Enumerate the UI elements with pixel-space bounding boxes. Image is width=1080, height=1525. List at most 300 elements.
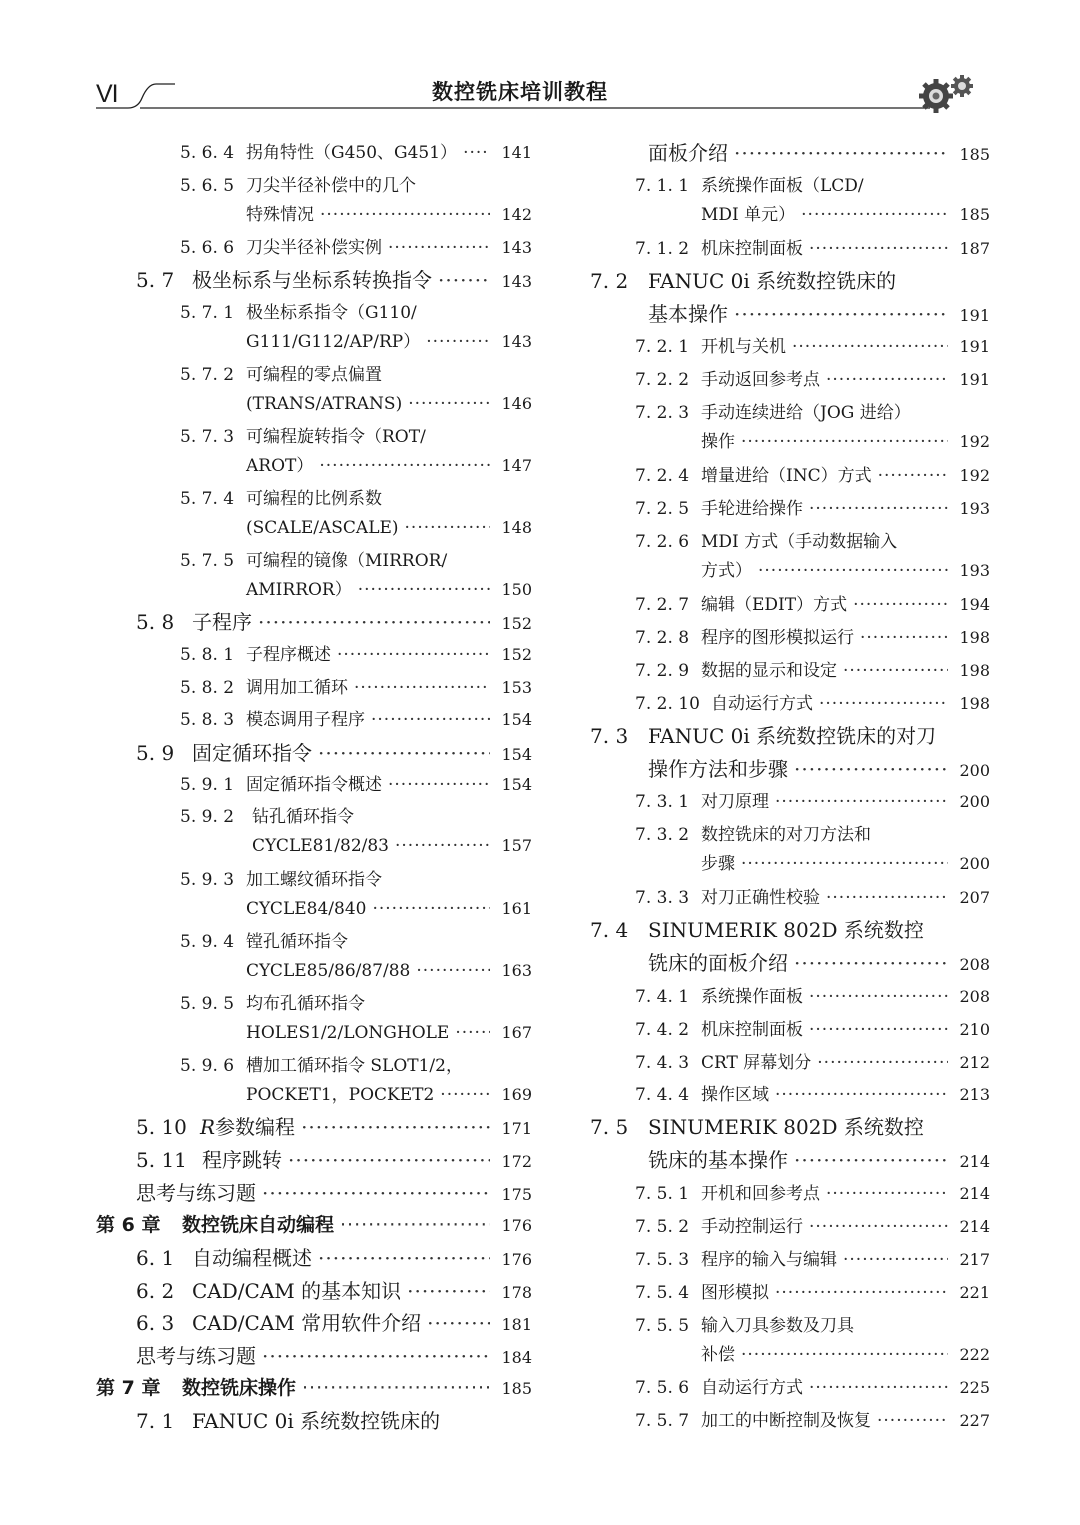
toc-entry-page: 198 <box>959 694 990 713</box>
toc-entry-title: SINUMERIK 802D 系统数控 <box>648 918 924 942</box>
leader-dots <box>809 981 948 1013</box>
toc-entry-title: 加工螺纹循环指令 <box>246 870 382 890</box>
toc-entry-page: 161 <box>501 899 532 918</box>
toc-entry-title-cont: 铣床的基本操作 <box>648 1148 788 1172</box>
toc-entry-number: 7. 5. 1 <box>635 1184 690 1204</box>
toc-entry-title: 机床控制面板 <box>701 1020 803 1040</box>
toc-entry[interactable] <box>590 720 990 785</box>
leader-dots <box>301 1111 490 1143</box>
toc-entry-title-cont: CYCLE81/82/83 <box>252 836 389 856</box>
toc-entry-page: 212 <box>959 1053 990 1072</box>
leader-dots <box>258 606 490 638</box>
toc-entry-page: 191 <box>959 306 990 325</box>
toc-entry-number: 7. 2. 6 <box>635 532 690 552</box>
leader-dots <box>860 622 948 654</box>
toc-entry-title: 机床控制面板 <box>701 239 803 259</box>
toc-entry[interactable] <box>92 421 532 482</box>
toc-entry-number: 7. 5. 5 <box>635 1316 690 1336</box>
toc-entry-number: 7. 3 <box>590 724 629 748</box>
toc-entry-title: 自动编程概述 <box>192 1246 312 1270</box>
toc-entry[interactable] <box>92 1307 532 1339</box>
toc-entry-title: 槽加工循环指令 SLOT1/2， <box>246 1056 463 1076</box>
toc-entry[interactable] <box>590 1244 990 1276</box>
toc-entry[interactable] <box>590 914 990 979</box>
leader-dots <box>408 388 490 420</box>
toc-entry-number: 7. 1. 1 <box>635 176 690 196</box>
leader-dots <box>340 1209 490 1241</box>
toc-entry-number: 7. 2. 1 <box>635 337 690 357</box>
toc-entry-number: 5. 9. 6 <box>180 1056 235 1076</box>
toc-entry[interactable] <box>92 639 532 671</box>
toc-entry-page: 185 <box>959 205 990 224</box>
toc-chapter-entry[interactable] <box>92 1209 532 1241</box>
leader-dots <box>463 137 490 169</box>
toc-entry[interactable] <box>590 688 990 720</box>
leader-dots <box>407 1275 490 1307</box>
toc-entry[interactable] <box>92 170 532 231</box>
toc-entry[interactable] <box>590 1178 990 1210</box>
toc-entry[interactable] <box>590 137 990 169</box>
leader-dots <box>302 1372 490 1404</box>
toc-entry-page: 200 <box>959 854 990 873</box>
leader-dots <box>792 331 948 363</box>
leader-dots <box>809 493 948 525</box>
toc-entry-page: 208 <box>959 987 990 1006</box>
toc-entry-number: 7. 1. 2 <box>635 239 690 259</box>
toc-entry-title: 极坐标系指令（G110/ <box>246 303 417 323</box>
toc-entry-number: 5. 7. 2 <box>180 365 235 385</box>
toc-entry-page: 225 <box>959 1378 990 1397</box>
toc-entry[interactable] <box>92 672 532 704</box>
toc-entry-title: 程序的输入与编辑 <box>701 1250 837 1270</box>
toc-entry[interactable] <box>92 769 532 801</box>
leader-dots <box>354 672 490 704</box>
toc-entry[interactable] <box>92 264 532 296</box>
leader-dots <box>388 232 490 264</box>
toc-entry[interactable] <box>590 397 990 458</box>
toc-entry[interactable] <box>92 704 532 736</box>
toc-entry-page: 143 <box>501 332 532 351</box>
toc-entry-title: 编辑（EDIT）方式 <box>701 595 848 615</box>
toc-entry-page: 222 <box>959 1345 990 1364</box>
toc-entry[interactable] <box>590 1211 990 1243</box>
toc-entry-page: 152 <box>501 614 532 633</box>
toc-entry-number: 7. 5. 2 <box>635 1217 690 1237</box>
leader-dots <box>809 1372 948 1404</box>
toc-entry[interactable] <box>92 926 532 987</box>
leader-dots <box>758 555 948 587</box>
toc-entry[interactable] <box>590 655 990 687</box>
toc-entry-page: 200 <box>959 761 990 780</box>
toc-entry-number: 6. 3 <box>136 1311 175 1335</box>
toc-entry-number: 7. 4. 1 <box>635 987 690 1007</box>
toc-entry-number: 6. 2 <box>136 1279 175 1303</box>
toc-entry[interactable] <box>92 737 532 769</box>
toc-chapter-number: 第 7 章 <box>96 1377 161 1399</box>
toc-entry-title: 固定循环指令 <box>192 741 312 765</box>
toc-entry-title: 程序跳转 <box>202 1148 282 1172</box>
header-rule <box>0 0 1080 140</box>
toc-entry-title: 手轮进给操作 <box>701 499 803 519</box>
toc-entry-title: 手动控制运行 <box>701 1217 803 1237</box>
toc-entry[interactable] <box>590 786 990 818</box>
toc-entry[interactable] <box>92 1275 532 1307</box>
toc-entry-number: 5. 9. 5 <box>180 994 235 1014</box>
leader-dots <box>288 1144 490 1176</box>
toc-entry[interactable] <box>590 265 990 330</box>
gears-icon <box>918 72 980 114</box>
leader-dots <box>372 893 490 925</box>
toc-entry-page: 207 <box>959 888 990 907</box>
page-header <box>0 0 1080 140</box>
toc-entry-title: 输入刀具参数及刀具 <box>701 1316 854 1336</box>
toc-entry-title: CAD/CAM 的基本知识 <box>192 1279 402 1303</box>
leader-dots <box>843 655 948 687</box>
toc-entry-title: 思考与练习题 <box>136 1344 256 1368</box>
toc-entry-page: 181 <box>501 1315 532 1334</box>
toc-entry-number: 7. 2. 10 <box>635 694 700 714</box>
leader-dots <box>318 737 490 769</box>
toc-entry-number: 7. 3. 3 <box>635 888 690 908</box>
book-title: 数控铣床培训教程 <box>432 80 608 104</box>
toc-entry[interactable] <box>590 1405 990 1437</box>
toc-entry-number: 5. 10 <box>136 1115 187 1139</box>
toc-entry-page: 175 <box>501 1185 532 1204</box>
toc-entry-title: 开机与关机 <box>701 337 786 357</box>
toc-entry-title: CAD/CAM 常用软件介绍 <box>192 1311 422 1335</box>
toc-entry-number: 7. 2. 7 <box>635 595 690 615</box>
leader-dots <box>741 848 948 880</box>
toc-entry-number: 5. 7. 3 <box>180 427 235 447</box>
toc-entry-title: 可编程的比例系数 <box>246 489 382 509</box>
toc-entry-title: 手动返回参考点 <box>701 370 820 390</box>
toc-entry-title: FANUC 0i 系统数控铣床的对刀 <box>648 724 937 748</box>
toc-entry-title: 均布孔循环指令 <box>246 994 365 1014</box>
toc-entry-page: 192 <box>959 466 990 485</box>
toc-entry-page: 154 <box>501 710 532 729</box>
toc-chapter-title: 数控铣床自动编程 <box>182 1214 335 1236</box>
leader-dots <box>319 450 490 482</box>
toc-entry-title: 自动运行方式 <box>701 1378 803 1398</box>
toc-entry-title: 刀尖半径补偿中的几个 <box>246 176 416 196</box>
toc-entry-title: 可编程旋转指令（ROT/ <box>246 427 426 447</box>
toc-entry-title: 对刀原理 <box>701 792 769 812</box>
toc-entry[interactable] <box>92 545 532 606</box>
toc-entry-title: 参数编程 <box>215 1115 296 1139</box>
toc-entry[interactable] <box>590 622 990 654</box>
toc-entry-title: 面板介绍 <box>648 141 728 165</box>
toc-entry[interactable] <box>590 331 990 363</box>
leader-dots <box>794 947 948 979</box>
leader-dots <box>741 426 948 458</box>
toc-entry-number: 7. 5. 7 <box>635 1411 690 1431</box>
toc-entry-number: 7. 5. 3 <box>635 1250 690 1270</box>
toc-entry-title-cont: 方式） <box>701 561 752 581</box>
toc-entry[interactable] <box>92 1242 532 1274</box>
toc-entry-page: 221 <box>959 1283 990 1302</box>
toc-entry-title-cont: AROT） <box>246 456 314 476</box>
toc-entry-number: 7. 4. 4 <box>635 1085 690 1105</box>
toc-entry-page: 200 <box>959 792 990 811</box>
toc-entry[interactable] <box>590 589 990 621</box>
toc-entry-page: 176 <box>501 1250 532 1269</box>
toc-entry-page: 217 <box>959 1250 990 1269</box>
toc-entry-number: 7. 4 <box>590 918 629 942</box>
toc-entry-title-cont: MDI 单元） <box>701 205 796 225</box>
toc-entry-page: 153 <box>501 678 532 697</box>
leader-dots <box>775 1277 948 1309</box>
toc-entry-title: SINUMERIK 802D 系统数控 <box>648 1115 924 1139</box>
toc-entry-title-cont: CYCLE84/840 <box>246 899 367 919</box>
toc-entry-page: 157 <box>501 836 532 855</box>
toc-entry-page: 142 <box>501 205 532 224</box>
toc-entry-title: 系统操作面板（LCD/ <box>701 176 864 196</box>
toc-entry-page: 184 <box>501 1348 532 1367</box>
toc-entry-page: 146 <box>501 394 532 413</box>
toc-entry-page: 191 <box>959 370 990 389</box>
toc-entry-page: 193 <box>959 561 990 580</box>
toc-entry[interactable] <box>92 1340 532 1372</box>
toc-entry-title-cont: AMIRROR） <box>246 580 352 600</box>
toc-entry[interactable] <box>92 864 532 925</box>
toc-entry-title-cont: 基本操作 <box>648 302 728 326</box>
leader-dots <box>455 1017 490 1049</box>
toc-entry-number: 7. 5. 4 <box>635 1283 690 1303</box>
leader-dots <box>426 326 490 358</box>
leader-dots <box>775 1079 948 1111</box>
leader-dots <box>775 786 948 818</box>
toc-entry[interactable] <box>92 359 532 420</box>
toc-entry-number: 7. 4. 3 <box>635 1053 690 1073</box>
leader-dots <box>826 364 948 396</box>
toc-entry-page: 185 <box>501 1379 532 1398</box>
toc-entry-page: 214 <box>959 1152 990 1171</box>
toc-entry[interactable] <box>92 1111 532 1143</box>
leader-dots <box>337 639 490 671</box>
toc-entry-page: 214 <box>959 1217 990 1236</box>
toc-entry[interactable] <box>92 801 532 862</box>
toc-entry-number: 5. 8. 3 <box>180 710 235 730</box>
toc-entry-page: 152 <box>501 645 532 664</box>
toc-entry-title: 自动运行方式 <box>711 694 813 714</box>
toc-entry-title: 数据的显示和设定 <box>701 661 837 681</box>
leader-dots <box>734 137 948 169</box>
leader-dots <box>262 1177 490 1209</box>
leader-dots <box>843 1244 948 1276</box>
toc-entry-title: 可编程的零点偏置 <box>246 365 382 385</box>
leader-dots <box>405 512 490 544</box>
toc-entry[interactable] <box>590 1372 990 1404</box>
toc-entry-title: 操作区域 <box>701 1085 769 1105</box>
toc-entry[interactable] <box>92 232 532 264</box>
toc-entry-title-cont: 特殊情况 <box>246 205 314 225</box>
toc-entry-title: 思考与练习题 <box>136 1181 256 1205</box>
toc-entry-number: 5. 9. 2 <box>180 807 235 827</box>
toc-entry-page: 227 <box>959 1411 990 1430</box>
leader-dots <box>318 1242 490 1274</box>
toc-entry-number: 7. 2 <box>590 269 629 293</box>
leader-dots <box>371 704 490 736</box>
leader-dots <box>320 199 490 231</box>
toc-entry-page: 147 <box>501 456 532 475</box>
toc-entry-number: 7. 1 <box>136 1409 175 1433</box>
toc-entry-title: CRT 屏幕划分 <box>701 1053 812 1073</box>
leader-dots <box>427 1307 490 1339</box>
toc-entry[interactable] <box>92 606 532 638</box>
toc-entry[interactable] <box>590 1047 990 1079</box>
toc-entry[interactable] <box>590 1079 990 1111</box>
toc-entry-title-cont: 补偿 <box>701 1345 735 1365</box>
toc-entry[interactable] <box>590 1014 990 1046</box>
toc-entry-number: 5. 8. 1 <box>180 645 235 665</box>
toc-entry-title: 系统操作面板 <box>701 987 803 1007</box>
toc-entry-title: 调用加工循环 <box>246 678 348 698</box>
toc-entry-title: 加工的中断控制及恢复 <box>701 1411 871 1431</box>
leader-dots <box>819 688 948 720</box>
toc-entry-number: 5. 9. 3 <box>180 870 235 890</box>
leader-dots <box>388 769 490 801</box>
toc-entry[interactable] <box>92 297 532 358</box>
toc-entry-number: 7. 5 <box>590 1115 629 1139</box>
toc-entry-number: 7. 3. 1 <box>635 792 690 812</box>
toc-entry-title-cont: G111/G112/AP/RP） <box>246 332 421 352</box>
toc-entry-number: 7. 2. 5 <box>635 499 690 519</box>
toc-entry[interactable] <box>590 1310 990 1371</box>
toc-entry-title: 手动连续进给（JOG 进给） <box>701 403 911 423</box>
toc-entry[interactable] <box>590 233 990 265</box>
toc-entry-page: 171 <box>501 1119 532 1138</box>
toc-entry-title-cont: CYCLE85/86/87/88 <box>246 961 411 981</box>
toc-entry-page: 213 <box>959 1085 990 1104</box>
toc-entry[interactable] <box>590 460 990 492</box>
leader-dots <box>440 1079 490 1111</box>
leader-dots <box>826 882 948 914</box>
toc-entry[interactable] <box>590 1277 990 1309</box>
toc-entry[interactable] <box>92 137 532 169</box>
toc-entry-title-cont: POCKET1，POCKET2 <box>246 1085 435 1105</box>
toc-entry-title: 子程序 <box>192 610 252 634</box>
toc-entry-page: 150 <box>501 580 532 599</box>
leader-dots <box>853 589 948 621</box>
toc-entry-number: 7. 3. 2 <box>635 825 690 845</box>
toc-entry-number: 5. 8. 2 <box>180 678 235 698</box>
toc-entry-page: 208 <box>959 955 990 974</box>
toc-entry[interactable] <box>590 364 990 396</box>
toc-entry[interactable] <box>590 170 990 231</box>
leader-dots <box>741 1339 948 1371</box>
toc-entry[interactable] <box>590 819 990 880</box>
toc-entry-page: 198 <box>959 661 990 680</box>
leader-dots <box>794 1144 948 1176</box>
toc-entry-number: 7. 4. 2 <box>635 1020 690 1040</box>
toc-entry-page: 192 <box>959 432 990 451</box>
toc-entry-number: 5. 7 <box>136 268 175 292</box>
leader-dots <box>826 1178 948 1210</box>
toc-entry-title-cont: 铣床的面板介绍 <box>648 951 788 975</box>
toc-entry-title: 增量进给（INC）方式 <box>701 466 872 486</box>
toc-entry[interactable] <box>590 1111 990 1176</box>
toc-entry-number: 5. 8 <box>136 610 175 634</box>
toc-entry-page: 194 <box>959 595 990 614</box>
toc-entry-page: 148 <box>501 518 532 537</box>
toc-chapter-title: 数控铣床操作 <box>182 1377 297 1399</box>
toc-entry-number: 5. 9. 1 <box>180 775 235 795</box>
toc-entry-number: 7. 2. 4 <box>635 466 690 486</box>
toc-chapter-entry[interactable] <box>92 1372 532 1404</box>
toc-entry-page: 154 <box>501 775 532 794</box>
toc-entry-title: 极坐标系与坐标系转换指令 <box>192 268 432 292</box>
toc-entry-page: 191 <box>959 337 990 356</box>
toc-entry-page: 167 <box>501 1023 532 1042</box>
leader-dots <box>734 298 948 330</box>
page-number-roman: VI <box>96 80 118 108</box>
leader-dots <box>809 233 948 265</box>
toc-entry-number: 7. 2. 3 <box>635 403 690 423</box>
toc-entry[interactable] <box>590 526 990 587</box>
leader-dots <box>395 830 490 862</box>
toc-entry-title: 数控铣床的对刀方法和 <box>701 825 871 845</box>
toc-entry-number: 7. 5. 6 <box>635 1378 690 1398</box>
toc-entry-title: 对刀正确性校验 <box>701 888 820 908</box>
toc-entry[interactable] <box>590 882 990 914</box>
toc-entry-page: 172 <box>501 1152 532 1171</box>
toc-entry-page: 143 <box>501 238 532 257</box>
toc-entry-page: 141 <box>501 143 532 162</box>
toc-entry-page: 178 <box>501 1283 532 1302</box>
leader-dots <box>878 460 948 492</box>
toc-entry-page: 210 <box>959 1020 990 1039</box>
leader-dots <box>809 1211 948 1243</box>
toc-entry[interactable] <box>590 981 990 1013</box>
toc-entry-title: 刀尖半径补偿实例 <box>246 238 382 258</box>
toc-entry-title: MDI 方式（手动数据输入 <box>701 532 898 552</box>
toc-entry-page: 163 <box>501 961 532 980</box>
leader-dots <box>794 753 948 785</box>
toc-entry-title: 开机和回参考点 <box>701 1184 820 1204</box>
toc-entry-page: 185 <box>959 145 990 164</box>
toc-entry-title: 子程序概述 <box>246 645 331 665</box>
toc-entry-page: 214 <box>959 1184 990 1203</box>
toc-entry[interactable] <box>92 1405 532 1437</box>
toc-entry-title-cont: (SCALE/ASCALE) <box>246 518 399 538</box>
leader-dots <box>438 264 490 296</box>
toc-entry-title: 镗孔循环指令 <box>246 932 348 952</box>
toc-entry[interactable] <box>92 1144 532 1176</box>
toc-chapter-number: 第 6 章 <box>96 1214 161 1236</box>
toc-entry-title: FANUC 0i 系统数控铣床的 <box>192 1409 441 1433</box>
toc-entry-title-cont: 操作方法和步骤 <box>648 757 788 781</box>
toc-entry-title: 图形模拟 <box>701 1283 769 1303</box>
toc-entry-number: 5. 7. 4 <box>180 489 235 509</box>
toc-entry-page: 193 <box>959 499 990 518</box>
leader-dots <box>817 1047 948 1079</box>
leader-dots <box>809 1014 948 1046</box>
toc-entry[interactable] <box>92 1050 532 1111</box>
toc-entry-page: 154 <box>501 745 532 764</box>
toc-entry-number: 5. 7. 5 <box>180 551 235 571</box>
leader-dots <box>358 574 490 606</box>
toc-entry[interactable] <box>92 988 532 1049</box>
toc-entry-title-cont: HOLES1/2/LONGHOLE <box>246 1023 450 1043</box>
leader-dots <box>877 1405 948 1437</box>
toc-entry-title: 程序的图形模拟运行 <box>701 628 854 648</box>
toc-entry-number: 5. 6. 6 <box>180 238 235 258</box>
toc-entry-page: 143 <box>501 272 532 291</box>
toc-entry[interactable] <box>92 483 532 544</box>
toc-entry[interactable] <box>590 493 990 525</box>
toc-entry[interactable] <box>92 1177 532 1209</box>
toc-entry-number: 5. 6. 5 <box>180 176 235 196</box>
